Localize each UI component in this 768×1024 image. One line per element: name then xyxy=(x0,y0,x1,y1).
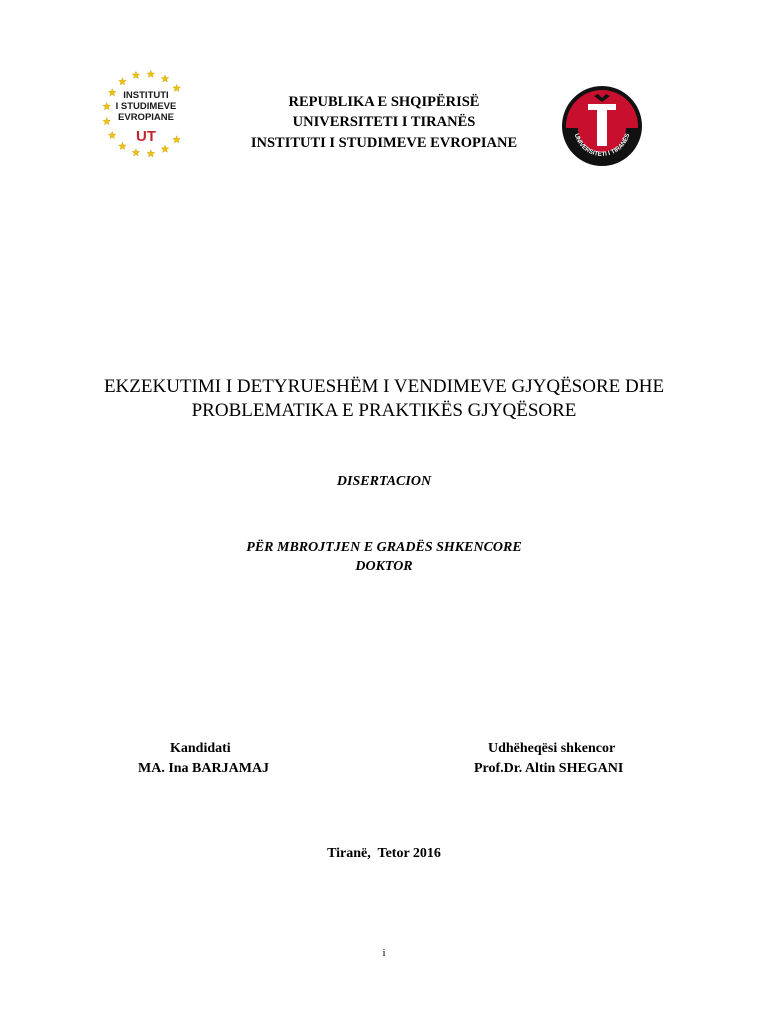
candidate-label: Kandidati xyxy=(170,741,231,756)
thesis-title-line2: PROBLEMATIKA E PRAKTIKËS GJYQËSORE xyxy=(191,400,577,421)
page-number: i xyxy=(382,947,386,959)
star-icon xyxy=(173,84,181,91)
place-date: Tiranë, Tetor 2016 xyxy=(327,846,441,861)
star-icon xyxy=(132,71,140,78)
institute-logo-line2: I STUDIMEVE xyxy=(115,101,177,112)
supervisor-name: Prof.Dr. Altin SHEGANI xyxy=(474,761,624,776)
degree-line2: DOKTOR xyxy=(355,559,413,574)
institute-logo-line3: EVROPIANE xyxy=(118,112,174,123)
star-icon xyxy=(119,78,127,85)
header-institute: INSTITUTI I STUDIMEVE EVROPIANE xyxy=(250,135,518,151)
degree-line1: PËR MBROJTJEN E GRADËS SHKENCORE xyxy=(246,540,522,555)
candidate-name: MA. Ina BARJAMAJ xyxy=(138,761,270,776)
document-type: DISERTACION xyxy=(336,474,432,489)
star-icon xyxy=(161,75,169,82)
supervisor-label: Udhëheqësi shkencor xyxy=(488,741,616,756)
university-ring-text: UNIVERSITETI I TIRANËS xyxy=(572,132,632,159)
star-icon xyxy=(147,70,155,77)
header-university: UNIVERSITETI I TIRANËS xyxy=(292,114,476,130)
institute-logo-abbrev: UT xyxy=(136,128,156,145)
header-country: REPUBLIKA E SHQIPËRISË xyxy=(288,94,480,110)
institute-logo-line1: INSTITUTI xyxy=(123,90,169,101)
thesis-title-line1: EKZEKUTIMI I DETYRUESHËM I VENDIMEVE GJYQËSORE DHE xyxy=(103,376,665,397)
